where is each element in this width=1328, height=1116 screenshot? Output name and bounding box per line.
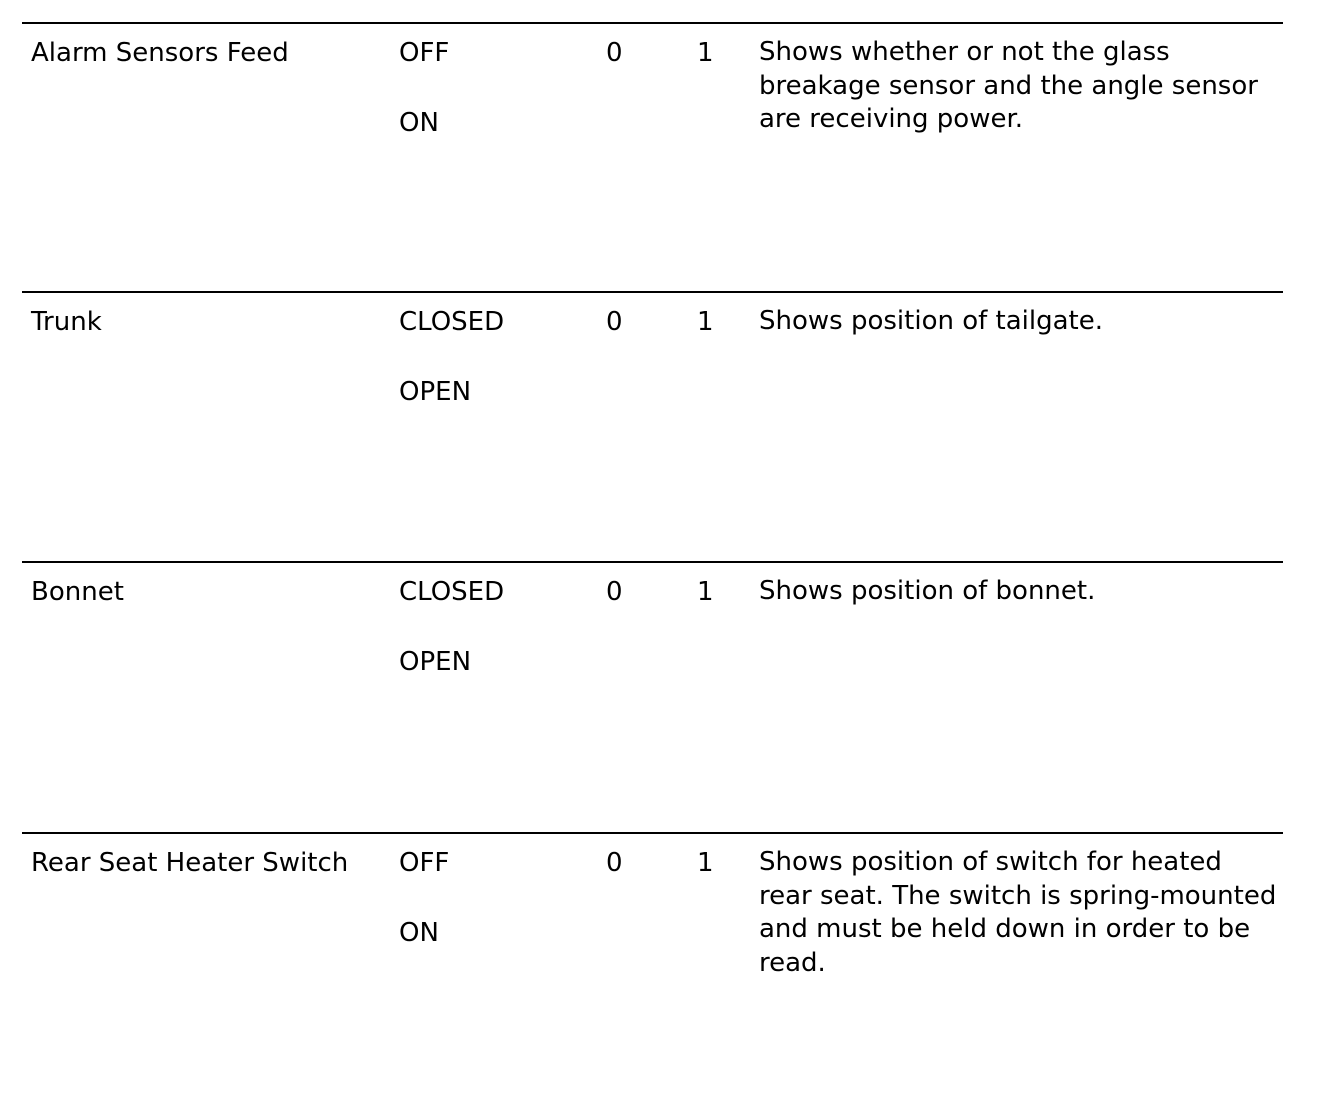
value-b: 1 xyxy=(697,577,714,607)
table-row xyxy=(22,22,1283,291)
value-b: 1 xyxy=(697,848,714,878)
state-a: OFF xyxy=(399,38,450,68)
signal-description: Shows position of bonnet. xyxy=(759,576,1096,606)
signal-name: Trunk xyxy=(31,307,102,337)
state-b: OPEN xyxy=(399,377,472,407)
signal-states xyxy=(399,846,449,986)
state-b: OPEN xyxy=(399,647,472,677)
state-a: OFF xyxy=(399,848,450,878)
signal-name: Rear Seat Heater Switch xyxy=(31,848,349,878)
state-a: CLOSED xyxy=(399,577,505,607)
signal-states xyxy=(399,305,504,445)
signal-description: Shows position of switch for heated rear seat. The switch is spring-mounted and must be held down in order to be read. xyxy=(759,847,1277,978)
signal-name: Bonnet xyxy=(31,577,124,607)
signal-table xyxy=(22,22,1283,1092)
state-b: ON xyxy=(399,108,439,138)
value-a: 0 xyxy=(606,38,623,68)
signal-description: Shows position of tailgate. xyxy=(759,306,1104,336)
signal-name: Alarm Sensors Feed xyxy=(31,38,289,68)
state-a: CLOSED xyxy=(399,307,505,337)
table-row xyxy=(22,291,1283,561)
value-b: 1 xyxy=(697,38,714,68)
value-a: 0 xyxy=(606,307,623,337)
signal-states xyxy=(399,575,504,715)
state-b: ON xyxy=(399,918,439,948)
value-b: 1 xyxy=(697,307,714,337)
value-a: 0 xyxy=(606,848,623,878)
value-a: 0 xyxy=(606,577,623,607)
table-row xyxy=(22,561,1283,832)
table-row xyxy=(22,832,1283,1092)
signal-description: Shows whether or not the glass breakage sensor and the angle sensor are receiving power. xyxy=(759,37,1258,134)
signal-states xyxy=(399,36,449,176)
